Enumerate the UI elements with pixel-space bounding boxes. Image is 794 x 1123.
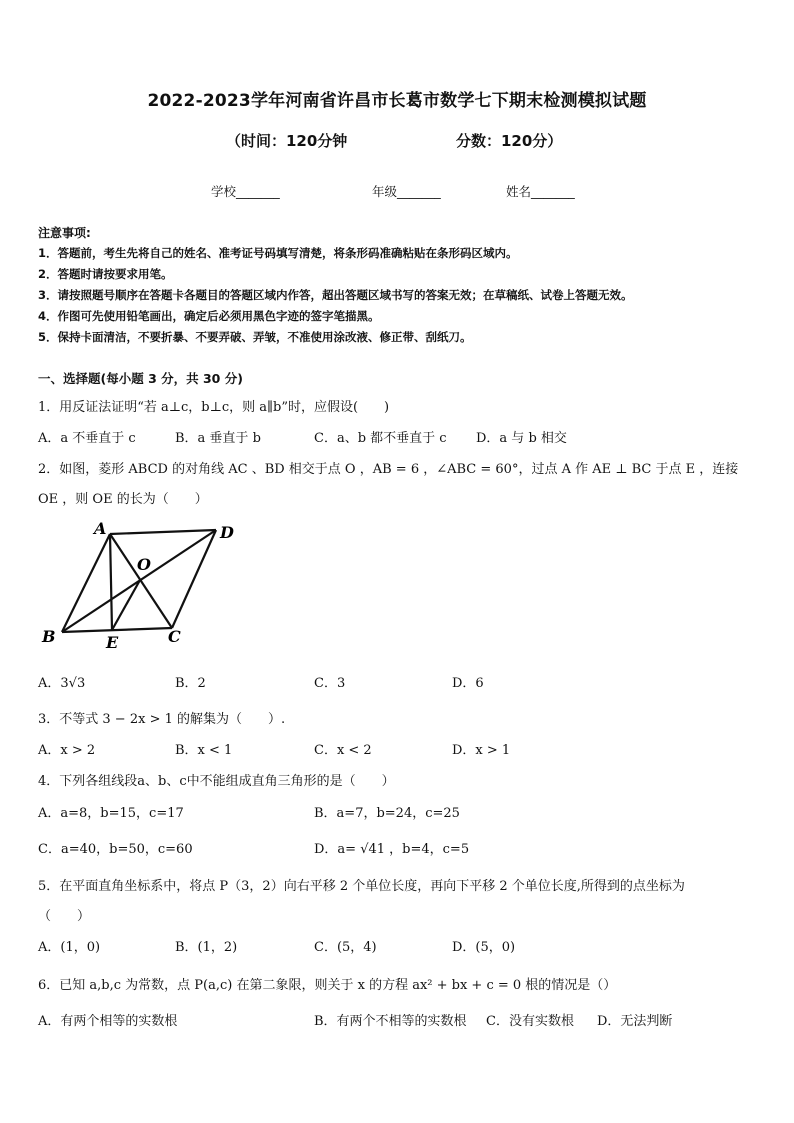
label-e: E xyxy=(106,633,119,652)
question-2-option-a: A．3√3 xyxy=(38,676,86,691)
question-4-stem: 4．下列各组线段a、b、c中不能组成直角三角形的是（ ） xyxy=(38,774,395,789)
question-2-option-c: C．3 xyxy=(314,676,346,691)
notice-item-1: 1．答题前，考生先将自己的姓名、准考证号码填写清楚，将条形码准确粘贴在条形码区域内。 xyxy=(38,246,518,260)
segment-eo xyxy=(112,580,140,630)
question-6-option-a: A．有两个相等的实数根 xyxy=(38,1014,178,1029)
label-b: B xyxy=(42,627,56,646)
label-a: A xyxy=(94,519,107,538)
question-4-option-b: B．a=7，b=24，c=25 xyxy=(314,806,460,821)
question-4-option-c: C．a=40，b=50，c=60 xyxy=(38,842,193,857)
question-3-option-b: B．x < 1 xyxy=(175,743,233,758)
notice-item-5: 5．保持卡面清洁，不要折暴、不要弄破、弄皱，不准使用涂改液、修正带、刮纸刀。 xyxy=(38,330,472,344)
rhombus-figure xyxy=(36,516,246,656)
section-heading: 一、选择题(每小题 3 分，共 30 分) xyxy=(38,371,243,386)
question-5-option-a: A．(1，0) xyxy=(38,940,101,955)
notice-item-3: 3．请按照题号顺序在答题卡各题目的答题区域内作答，超出答题区域书写的答案无效；在草稿纸、试卷上答题无效。 xyxy=(38,288,633,302)
question-2-option-b: B．2 xyxy=(175,676,206,691)
diagonal-ac xyxy=(110,534,172,628)
question-6-option-c: C．没有实数根 xyxy=(486,1014,574,1029)
question-1-option-c: C．a、b 都不垂直于 c xyxy=(314,431,447,446)
question-6-option-b: B．有两个不相等的实数根 xyxy=(314,1014,467,1029)
question-1-option-a: A．a 不垂直于 c xyxy=(38,431,136,446)
question-6-option-d: D．无法判断 xyxy=(597,1014,673,1029)
exam-score: 分数：120分） xyxy=(456,132,563,150)
exam-time: （时间：120分钟 xyxy=(226,132,348,150)
notice-item-4: 4．作图可先使用铅笔画出，确定后必须用黑色字迹的签字笔描黑。 xyxy=(38,309,380,323)
question-3-option-d: D．x > 1 xyxy=(452,743,511,758)
notice-heading: 注意事项: xyxy=(38,226,91,240)
segment-cb xyxy=(62,628,172,632)
label-o: O xyxy=(137,555,151,574)
question-2-stem-line-1: 2．如图，菱形 ABCD 的对角线 AC 、BD 相交于点 O ，AB = 6 ，∠ABC = 60°，过点 A 作 AE ⊥ BC 于点 E ，连接 xyxy=(38,462,739,477)
question-3-stem: 3．不等式 3 − 2x > 1 的解集为（ ）. xyxy=(38,712,286,727)
notice-item-2: 2．答题时请按要求用笔。 xyxy=(38,267,173,281)
question-6-stem: 6．已知 a,b,c 为常数，点 P(a,c) 在第二象限，则关于 x 的方程 ax² + bx + c = 0 根的情况是（） xyxy=(38,978,617,993)
question-4-option-d: D．a= √41 ，b=4，c=5 xyxy=(314,842,470,857)
exam-title: 2022-2023学年河南省许昌市长葛市数学七下期末检测模拟试题 xyxy=(147,91,647,111)
question-4-option-a: A．a=8，b=15，c=17 xyxy=(38,806,184,821)
question-5-option-d: D．(5，0) xyxy=(452,940,516,955)
question-3-option-c: C．x < 2 xyxy=(314,743,372,758)
question-5-stem-line-2: （ ） xyxy=(38,909,91,924)
name-field: 姓名_______ xyxy=(506,184,575,199)
segment-ae xyxy=(110,534,112,630)
question-1-stem: 1．用反证法证明“若 a⊥c，b⊥c，则 a∥b”时，应假设( ) xyxy=(38,400,390,415)
question-5-option-c: C．(5，4) xyxy=(314,940,377,955)
segment-ad xyxy=(110,530,216,534)
school-field: 学校_______ xyxy=(211,184,280,199)
question-1-option-d: D．a 与 b 相交 xyxy=(476,431,567,446)
question-2-stem-line-2: OE ，则 OE 的长为（ ） xyxy=(38,492,208,507)
question-2-option-d: D．6 xyxy=(452,676,484,691)
question-3-option-a: A．x > 2 xyxy=(38,743,96,758)
label-c: C xyxy=(168,627,181,646)
grade-field: 年级_______ xyxy=(372,184,441,199)
question-5-stem-line-1: 5．在平面直角坐标系中，将点 P（3，2）向右平移 2 个单位长度，再向下平移 2 个单位长度,所得到的点坐标为 xyxy=(38,879,685,894)
label-d: D xyxy=(220,523,234,542)
question-5-option-b: B．(1，2) xyxy=(175,940,238,955)
question-1-option-b: B．a 垂直于 b xyxy=(175,431,261,446)
